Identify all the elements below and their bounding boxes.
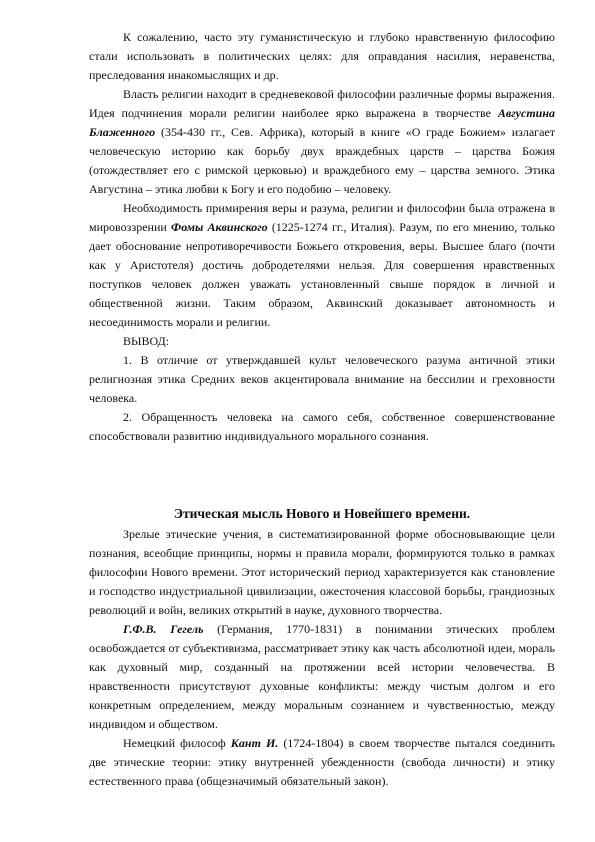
augustine-name: Августина Блаженного	[89, 106, 555, 139]
hegel-text-after: (Германия, 1770-1831) в понимании этических проблем освобождается от субъективизма, рассматривает этику как часть абсолютной идеи, мораль как духовный мир, созданный на протяжении всей истории человечества. В нравственности присутствуют духовные конфликты: между чистым долгом и его конкретным определением, между моральным сознанием и чувственностью, между индивидом и обществом.	[89, 622, 555, 731]
paragraph-kant	[89, 734, 555, 791]
augustine-text-after: (354-430 гг., Сев. Африка), который в книге «О граде Божием» излагает человеческую историю как борьбу двух враждебных царств – царства Божия (отождествляет его с римской церковью) и враждебного ему – царства земного. Этика Августина – этика любви к Богу и его подобию – человеку.	[89, 125, 555, 196]
conclusion-item-2: 2. Обращенность человека на самого себя, собственное совершенствование способствовали развитию индивидуального морального сознания.	[89, 410, 555, 443]
conclusion-label: ВЫВОД:	[123, 334, 170, 348]
augustine-text-before: Власть религии находит в средневековой философии различные формы выражения. Идея подчинения морали религии наиболее ярко выражена в творчестве	[89, 87, 555, 120]
aquinas-text-after: (1225-1274 гг., Италия). Разум, по его мнению, только дает обоснование непротиворечивости Божьего откровения, веры. Высшее благо (почти как у Аристотеля) достичь добродетелями нельзя. Для совершения нравственных поступков человек должен уважать установленный свыше порядок в личной и общественной жизни. Таким образом, Аквинский доказывает автономность и несоединимость морали и религии.	[89, 220, 555, 329]
medieval-ethics-section	[89, 28, 555, 446]
paragraph-humanism-misuse: К сожалению, часто эту гуманистическую и глубоко нравственную философию стали использовать в политических целях: для оправдания насилия, неравенства, преследования инакомыслящих и др.	[89, 30, 555, 82]
hegel-name: Г.Ф.В. Гегель	[123, 622, 204, 636]
aquinas-name: Фомы Аквинского	[171, 220, 268, 234]
paragraph-hegel	[89, 620, 555, 734]
kant-text-after: (1724-1804) в своем творчестве пытался соединить две этические теории: этику внутренней убежденности (свобода личности) и этику естественного права (общезначимый обязательный закон).	[89, 736, 556, 788]
kant-text-before: Немецкий философ	[123, 736, 231, 750]
paragraph-modern-ethics: Зрелые этические учения, в систематизированной форме обосновывающие цели познания, всеобщие принципы, нормы и правила морали, формируются только в рамках философии Нового времени. Этот исторический период характеризуется как становление и господство индустриальной цивилизации, ожесточения классовой борьбы, грандиозных революций и войн, великих открытий в науке, духовного творчества.	[89, 527, 555, 617]
conclusion-item-1: 1. В отличие от утверждавшей культ человеческого разума античной этики религиозная этика Средних веков акцентировала внимание на бессилии и греховности человека.	[89, 353, 555, 405]
section-heading: Этическая мысль Нового и Новейшего времени.	[173, 506, 471, 521]
paragraph-aquinas	[89, 199, 555, 332]
kant-name: Кант И.	[230, 736, 279, 750]
aquinas-text-before: Необходимость примирения веры и разума, религии и философии была отражена в мировоззрении	[89, 201, 555, 234]
modern-ethics-section	[89, 525, 555, 791]
paragraph-augustine	[89, 85, 555, 199]
